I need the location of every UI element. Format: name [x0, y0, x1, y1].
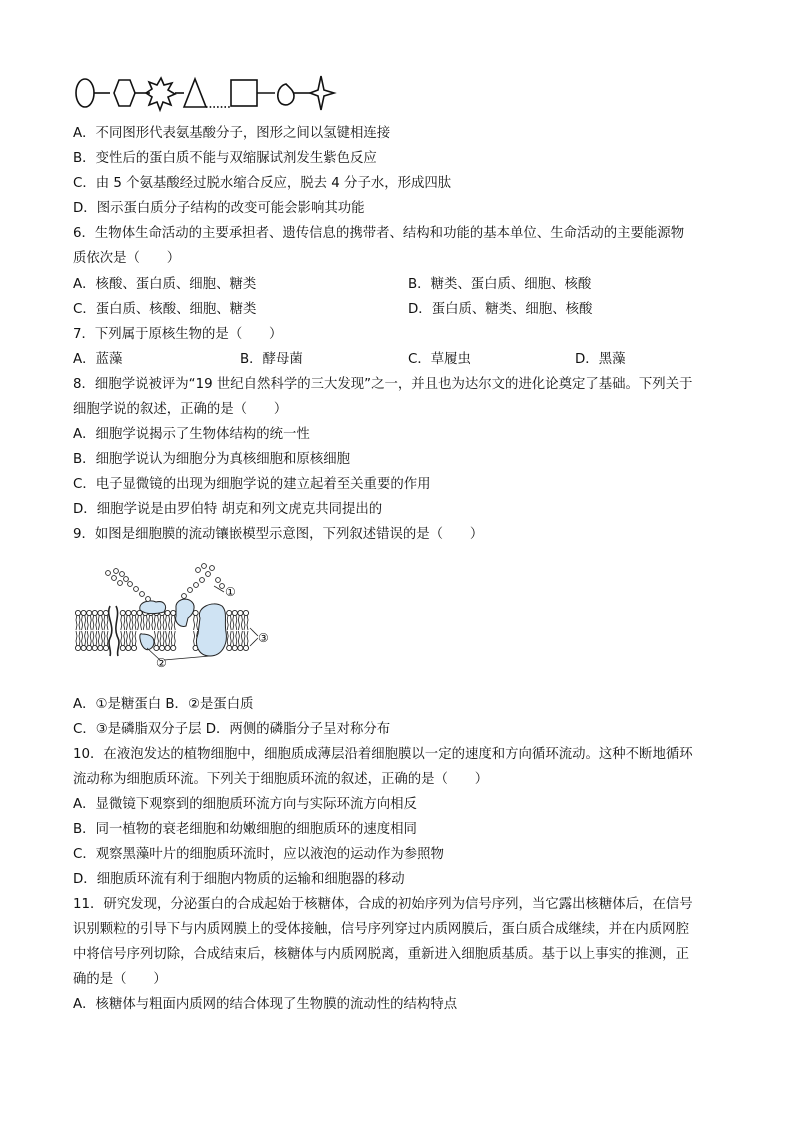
q6-stem-line-1: 6．生物体生命活动的主要承担者、遗传信息的携带者、结构和功能的基本单位、生命活动的主要能源物 [73, 226, 685, 241]
sugar-chain-left [106, 569, 151, 602]
q10-option-d: D．细胞质环流有利于细胞内物质的运输和细胞器的移动 [73, 872, 405, 887]
q10-option-b: B．同一植物的衰老细胞和幼嫩细胞的细胞质环的速度相同 [73, 822, 417, 837]
q9-options-line-1: A．①是糖蛋白 B．②是蛋白质 [73, 697, 254, 712]
phospholipid-bottom [75, 631, 80, 651]
sugar-chain-right [182, 564, 225, 599]
phospholipid-bottom [92, 631, 97, 651]
q6-option-a: A．核酸、蛋白质、细胞、糖类 [73, 277, 257, 292]
phospholipid-top [87, 610, 92, 630]
figure-label-1: ① [225, 585, 236, 599]
chain-circle-shape [76, 79, 94, 107]
phospholipid-bottom [131, 631, 136, 651]
q8-option-c: C．电子显微镜的出现为细胞学说的建立起着至关重要的作用 [73, 477, 431, 492]
q7-option-a: A．蓝藻 [73, 352, 123, 367]
q7-option-b: B．酵母菌 [240, 352, 303, 367]
chain-sparkle-shape [310, 76, 334, 110]
q7-stem: 7．下列属于原核生物的是（ ） [73, 327, 283, 342]
peripheral-protein-bottom [140, 634, 154, 650]
chain-star-shape [146, 78, 175, 110]
q10-option-a: A．显微镜下观察到的细胞质环流方向与实际环流方向相反 [73, 797, 417, 812]
q9-options-line-2: C．③是磷脂双分子层 D．两侧的磷脂分子呈对称分布 [73, 722, 391, 737]
phospholipid-top [227, 610, 232, 630]
phospholipid-bottom [159, 631, 164, 651]
q8-option-d: D．细胞学说是由罗伯特 胡克和列文虎克共同提出的 [73, 502, 383, 517]
phospholipid-top [165, 610, 170, 630]
phospholipid-bottom [227, 631, 232, 651]
phospholipid-bottom [81, 631, 86, 651]
phospholipid-bottom [238, 631, 243, 651]
chain-triangle-shape [184, 79, 206, 107]
figure-label-3: ③ [258, 631, 269, 645]
q11-option-a: A．核糖体与粗面内质网的结合体现了生物膜的流动性的结构特点 [73, 997, 458, 1012]
phospholipid-bottom [126, 631, 131, 651]
phospholipid-bottom [120, 631, 125, 651]
q11-stem-line-1: 11．研究发现，分泌蛋白的合成起始于核糖体，合成的初始序列为信号序列，当它露出核糖体后，在信号 [73, 897, 693, 912]
q11-stem-line-4: 确的是（ ） [73, 972, 167, 987]
phospholipid-bottom [98, 631, 103, 651]
q6-option-b: B．糖类、蛋白质、细胞、核酸 [408, 277, 592, 292]
q6-option-d: D．蛋白质、糖类、细胞、核酸 [408, 302, 593, 317]
phospholipid-top [193, 610, 198, 630]
q5-option-b: B．变性后的蛋白质不能与双缩脲试剂发生紫色反应 [73, 151, 377, 166]
q11-stem-line-2: 识别颗粒的引导下与内质网膜上的受体接触，信号序列穿过内质网膜后，蛋白质合成继续，并在内质网腔 [73, 922, 689, 937]
phospholipid-top [171, 610, 176, 630]
q7-option-c: C．草履虫 [408, 352, 471, 367]
phospholipid-bottom [243, 631, 248, 651]
q8-option-b: B．细胞学说认为细胞分为真核细胞和原核细胞 [73, 452, 350, 467]
q8-option-a: A．细胞学说揭示了生物体结构的统一性 [73, 427, 310, 442]
phospholipid-bottom [232, 631, 237, 651]
figure-label-2: ② [156, 656, 167, 668]
phospholipid-top [131, 610, 136, 630]
phospholipid-bottom [165, 631, 170, 651]
q8-stem-line-2: 细胞学说的叙述，正确的是（ ） [73, 402, 288, 417]
phospholipid-top [243, 610, 248, 630]
q10-option-c: C．观察黑藻叶片的细胞质环流时，应以液泡的运动作为参照物 [73, 847, 444, 862]
peripheral-protein-top [140, 601, 166, 614]
q8-stem-line-1: 8．细胞学说被评为“19 世纪自然科学的三大发现”之一，并且也为达尔文的进化论奠定了基础。下列关于 [73, 377, 693, 392]
q11-stem-line-3: 中将信号序列切除，合成结束后，核糖体与内质网脱离，重新进入细胞质基质。基于以上事实的推测，正 [73, 947, 689, 962]
chain-hexagon-shape [114, 80, 135, 106]
q6-stem-line-2: 质依次是（ ） [73, 251, 181, 266]
phospholipid-top [75, 610, 80, 630]
q5-option-d: D．图示蛋白质分子结构的改变可能会影响其功能 [73, 201, 365, 216]
transmembrane-protein-large [197, 604, 227, 656]
phospholipid-bottom [154, 631, 159, 651]
membrane-protein-helix-2 [116, 606, 119, 656]
q7-option-d: D．黑藻 [575, 352, 626, 367]
q10-stem-line-1: 10．在液泡发达的植物细胞中，细胞质成薄层沿着细胞膜以一定的速度和方向循环流动。这种不断地循环 [73, 747, 693, 762]
q5-option-c: C．由 5 个氨基酸经过脱水缩合反应，脱去 4 分子水，形成四肽 [73, 176, 452, 191]
phospholipid-bottom [103, 631, 108, 651]
phospholipid-top [120, 610, 125, 630]
integral-protein-middle [176, 599, 194, 626]
q6-option-c: C．蛋白质、核酸、细胞、糖类 [73, 302, 257, 317]
q10-stem-line-2: 流动称为细胞质环流。下列关于细胞质环流的叙述，正确的是（ ） [73, 772, 489, 787]
phospholipid-top [137, 610, 142, 630]
q5-option-a: A．不同图形代表氨基酸分子，图形之间以氢键相连接 [73, 126, 391, 141]
phospholipid-bottom [171, 631, 176, 651]
cell-membrane-figure [72, 556, 277, 668]
q9-stem: 9．如图是细胞膜的流动镶嵌模型示意图，下列叙述错误的是（ ） [73, 527, 484, 542]
chain-square-shape [231, 80, 257, 106]
phospholipid-top [81, 610, 86, 630]
phospholipid-top [92, 610, 97, 630]
phospholipid-top [232, 610, 237, 630]
membrane-protein-helix [109, 606, 112, 656]
phospholipid-top [103, 610, 108, 630]
phospholipid-top [238, 610, 243, 630]
phospholipid-top [98, 610, 103, 630]
chain-drop-shape [278, 84, 294, 105]
phospholipid-bottom [87, 631, 92, 651]
protein-chain-figure [72, 72, 342, 114]
phospholipid-top [126, 610, 131, 630]
